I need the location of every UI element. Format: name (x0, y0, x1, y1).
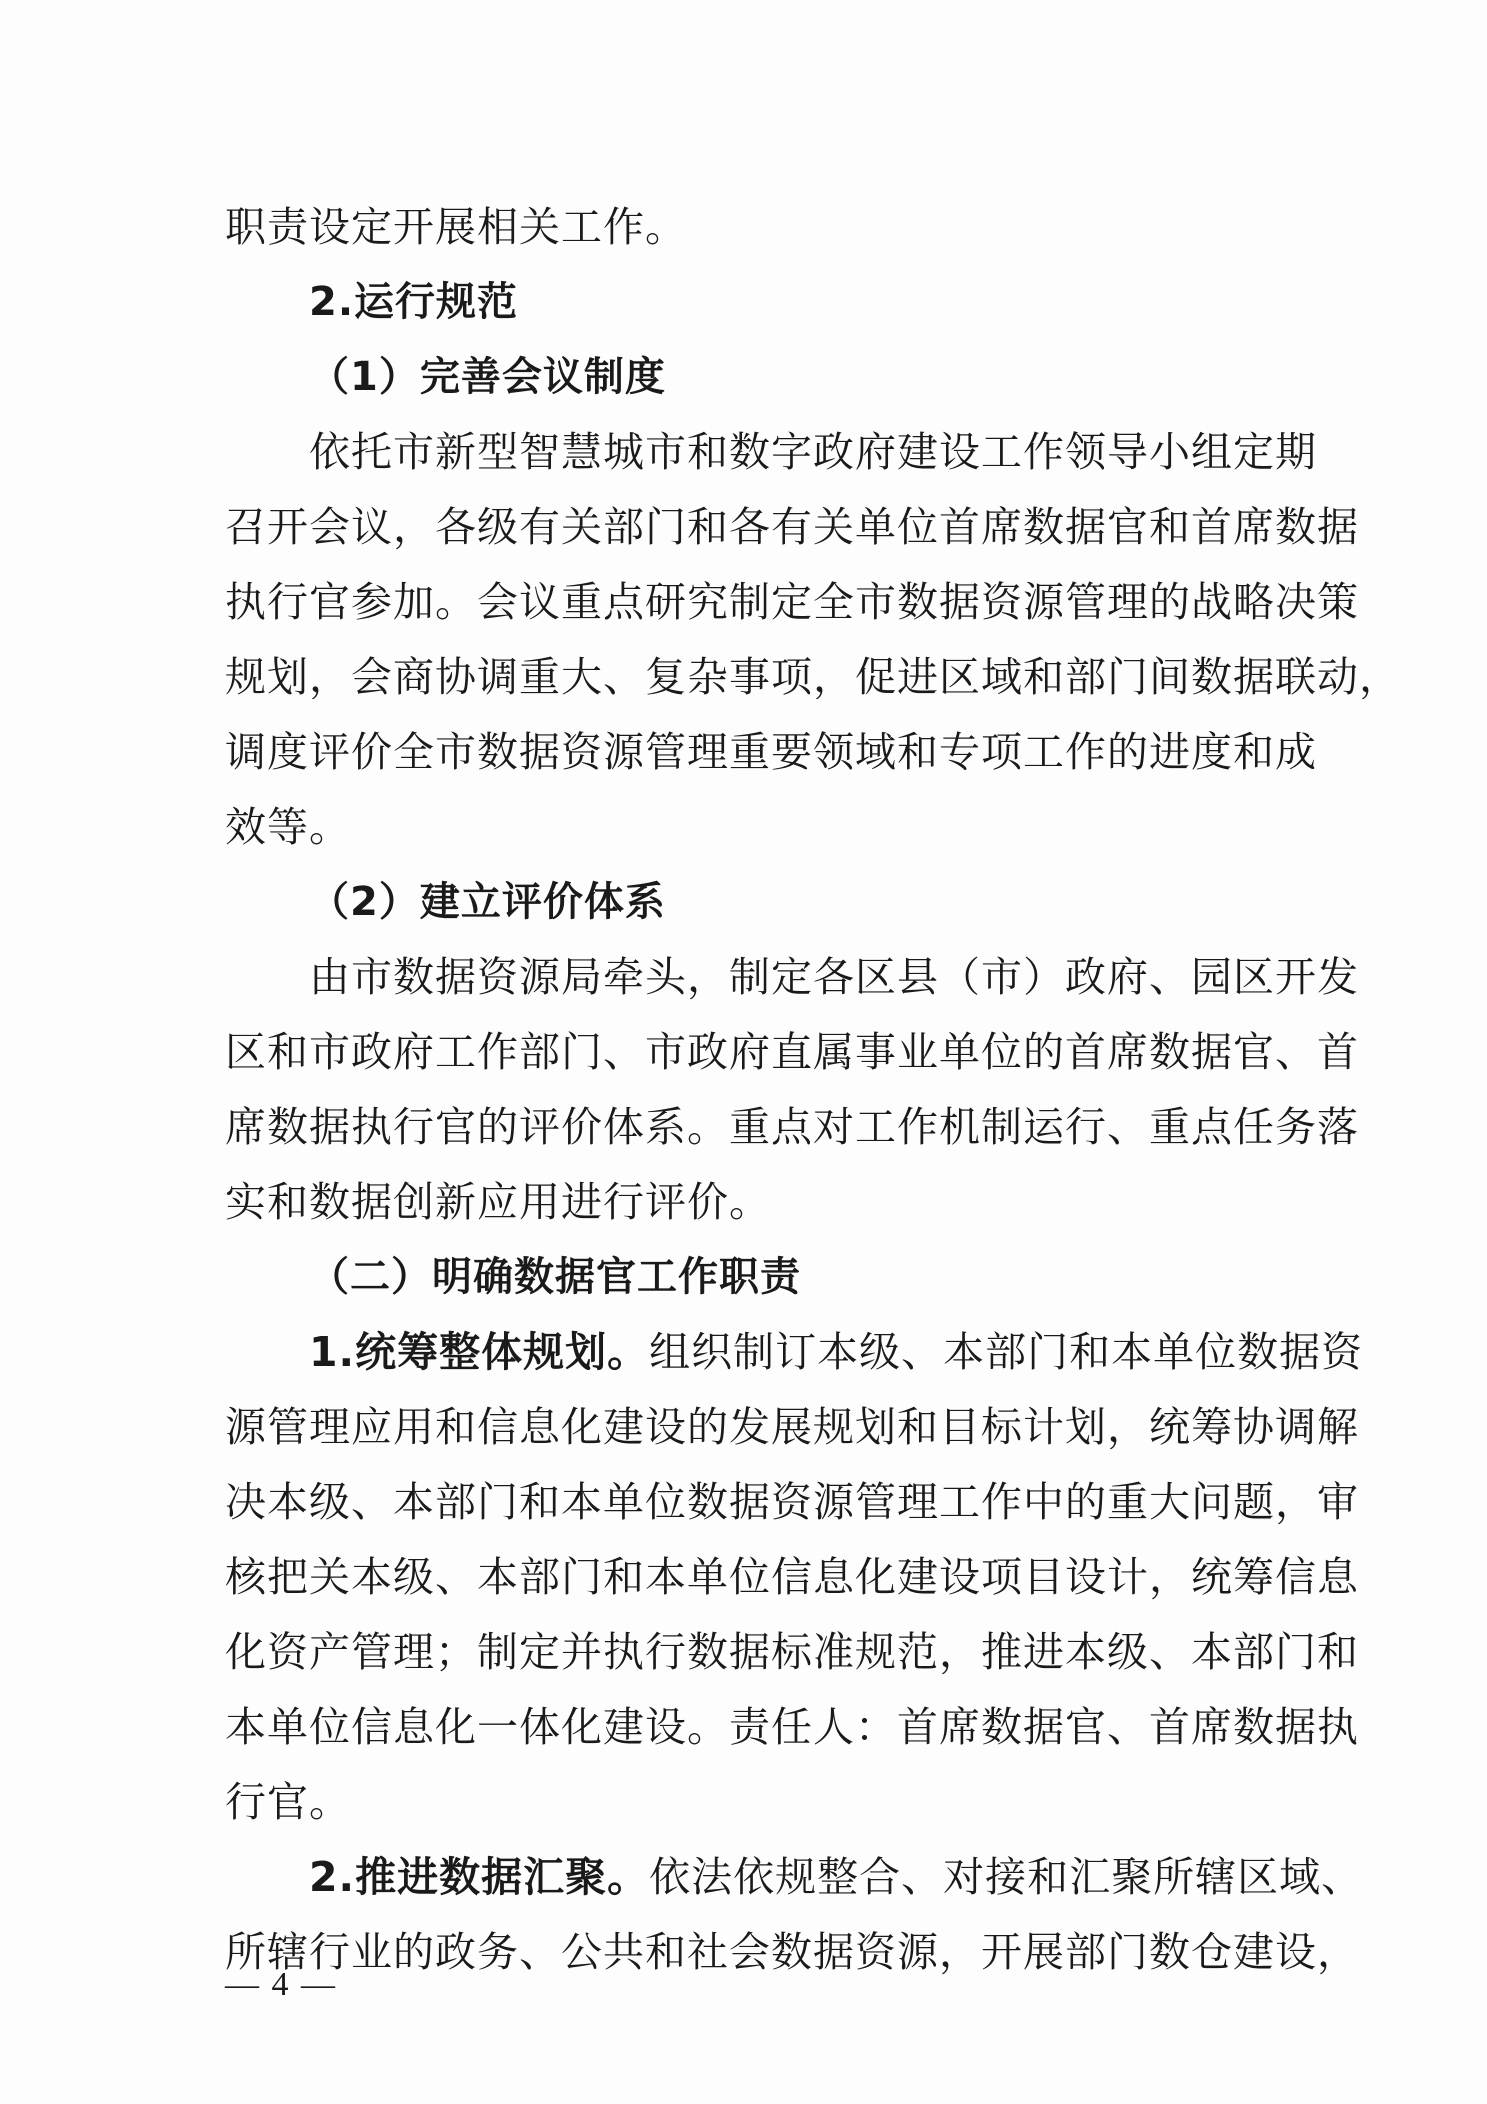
page-number: — 4 — (225, 1966, 337, 2003)
body-text (225, 190, 1401, 1990)
item-text: 组织制订本级、本部门和本单位数据资 (649, 1328, 1364, 1376)
section-heading: （二）明确数据官工作职责 (309, 1254, 801, 1300)
paragraph-line: 化资产管理；制定并执行数据标准规范，推进本级、本部门和 (225, 1628, 1359, 1676)
paragraph-line: 区和市政府工作部门、市政府直属事业单位的首席数据官、首 (225, 1028, 1359, 1076)
subsection-heading: （1）完善会议制度 (309, 354, 666, 400)
paragraph-line: 调度评价全市数据资源管理重要领域和专项工作的进度和成 (225, 728, 1317, 776)
paragraph-line: 源管理应用和信息化建设的发展规划和目标计划，统筹协调解 (225, 1403, 1359, 1451)
paragraph-line: 所辖行业的政务、公共和社会数据资源，开展部门数仓建设， (225, 1928, 1359, 1976)
paragraph-line (225, 1315, 1364, 1390)
paragraph-line (225, 1840, 1364, 1915)
paragraph-line: 召开会议，各级有关部门和各有关单位首席数据官和首席数据 (225, 503, 1359, 551)
section-heading: 2.运行规范 (309, 279, 519, 325)
item-title: 2.推进数据汇聚。 (309, 1853, 650, 1901)
paragraph-line: 执行官参加。会议重点研究制定全市数据资源管理的战略决策 (225, 578, 1359, 626)
paragraph-line: 实和数据创新应用进行评价。 (225, 1178, 771, 1226)
paragraph-line: 依托市新型智慧城市和数字政府建设工作领导小组定期 (309, 428, 1317, 476)
item-title: 1.统筹整体规划。 (309, 1328, 650, 1376)
paragraph-line: 规划，会商协调重大、复杂事项，促进区域和部门间数据联动， (225, 653, 1401, 701)
paragraph-line: 决本级、本部门和本单位数据资源管理工作中的重大问题，审 (225, 1478, 1359, 1526)
paragraph-line: 由市数据资源局牵头，制定各区县（市）政府、园区开发 (309, 953, 1359, 1001)
paragraph-line: 职责设定开展相关工作。 (225, 203, 687, 251)
paragraph-line: 行官。 (225, 1778, 351, 1826)
paragraph-line: 席数据执行官的评价体系。重点对工作机制运行、重点任务落 (225, 1103, 1359, 1151)
paragraph-line: 效等。 (225, 803, 351, 851)
paragraph-line: 本单位信息化一体化建设。责任人：首席数据官、首席数据执 (225, 1703, 1359, 1751)
subsection-heading: （2）建立评价体系 (309, 879, 666, 925)
paragraph-line: 核把关本级、本部门和本单位信息化建设项目设计，统筹信息 (225, 1553, 1359, 1601)
item-text: 依法依规整合、对接和汇聚所辖区域、 (649, 1853, 1364, 1901)
